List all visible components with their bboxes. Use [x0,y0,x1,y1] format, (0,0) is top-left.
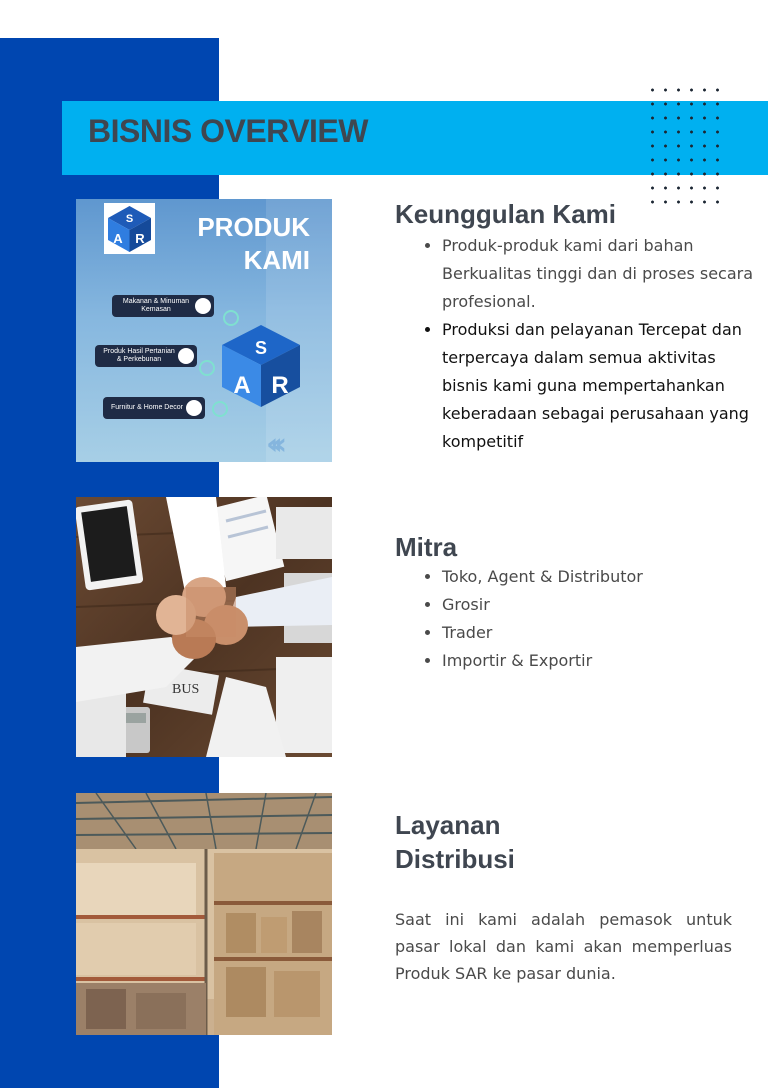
layanan-heading [395,808,515,876]
svg-text:R: R [135,231,145,246]
warehouse-photo [76,793,332,1035]
product-item-pill: Makanan & Minuman Kemasan [112,295,214,317]
product-item-pill: Produk Hasil Pertanian & Perkebunan [95,345,197,367]
sar-logo-large-icon [220,323,302,409]
list-item: • Produksi dan pelayanan Tercepat dan terpercaya dalam semua aktivitas bisnis kami guna mempertahankan keberadaan sebagai perusahaan yang kompetitif [442,316,758,456]
list-item: • Toko, Agent & Distributor [442,563,762,591]
svg-text:S: S [125,213,134,225]
layanan-description: Saat ini kami adalah pemasok untuk pasar lokal dan kami akan memperluas Produk SAR ke pasar dunia. [395,910,732,983]
decorative-dot-grid [646,83,726,209]
list-item: • Importir & Exportir [442,647,762,675]
list-item: • Produk-produk kami dari bahan Berkualitas tinggi dan di proses secara profesional. [442,232,758,316]
ring-icon [199,360,215,376]
svg-text:A: A [113,231,123,246]
list-item: • Trader [442,619,762,647]
keunggulan-list [417,232,758,456]
page-title: BISNIS OVERVIEW [88,113,368,149]
product-card-image [76,199,332,462]
product-item-pill: Furnitur & Home Decor [103,397,205,419]
layanan-heading-line2: Distribusi [395,844,515,874]
list-item: • Grosir [442,591,762,619]
layanan-heading-line1: Layanan [395,810,501,840]
mitra-list [417,563,762,675]
product-card-title: PRODUK KAMI [197,212,310,275]
svg-text:A: A [233,372,251,399]
keunggulan-heading: Keunggulan Kami [395,199,617,229]
double-chevron-left-icon: ‹‹‹ [266,427,280,462]
photo-stamp-text: BUS [172,682,200,697]
sar-logo-icon [104,203,155,254]
mitra-heading: Mitra [395,532,458,562]
partners-fist-bump-photo [76,497,332,757]
svg-text:R: R [271,372,289,399]
svg-text:S: S [254,338,268,358]
